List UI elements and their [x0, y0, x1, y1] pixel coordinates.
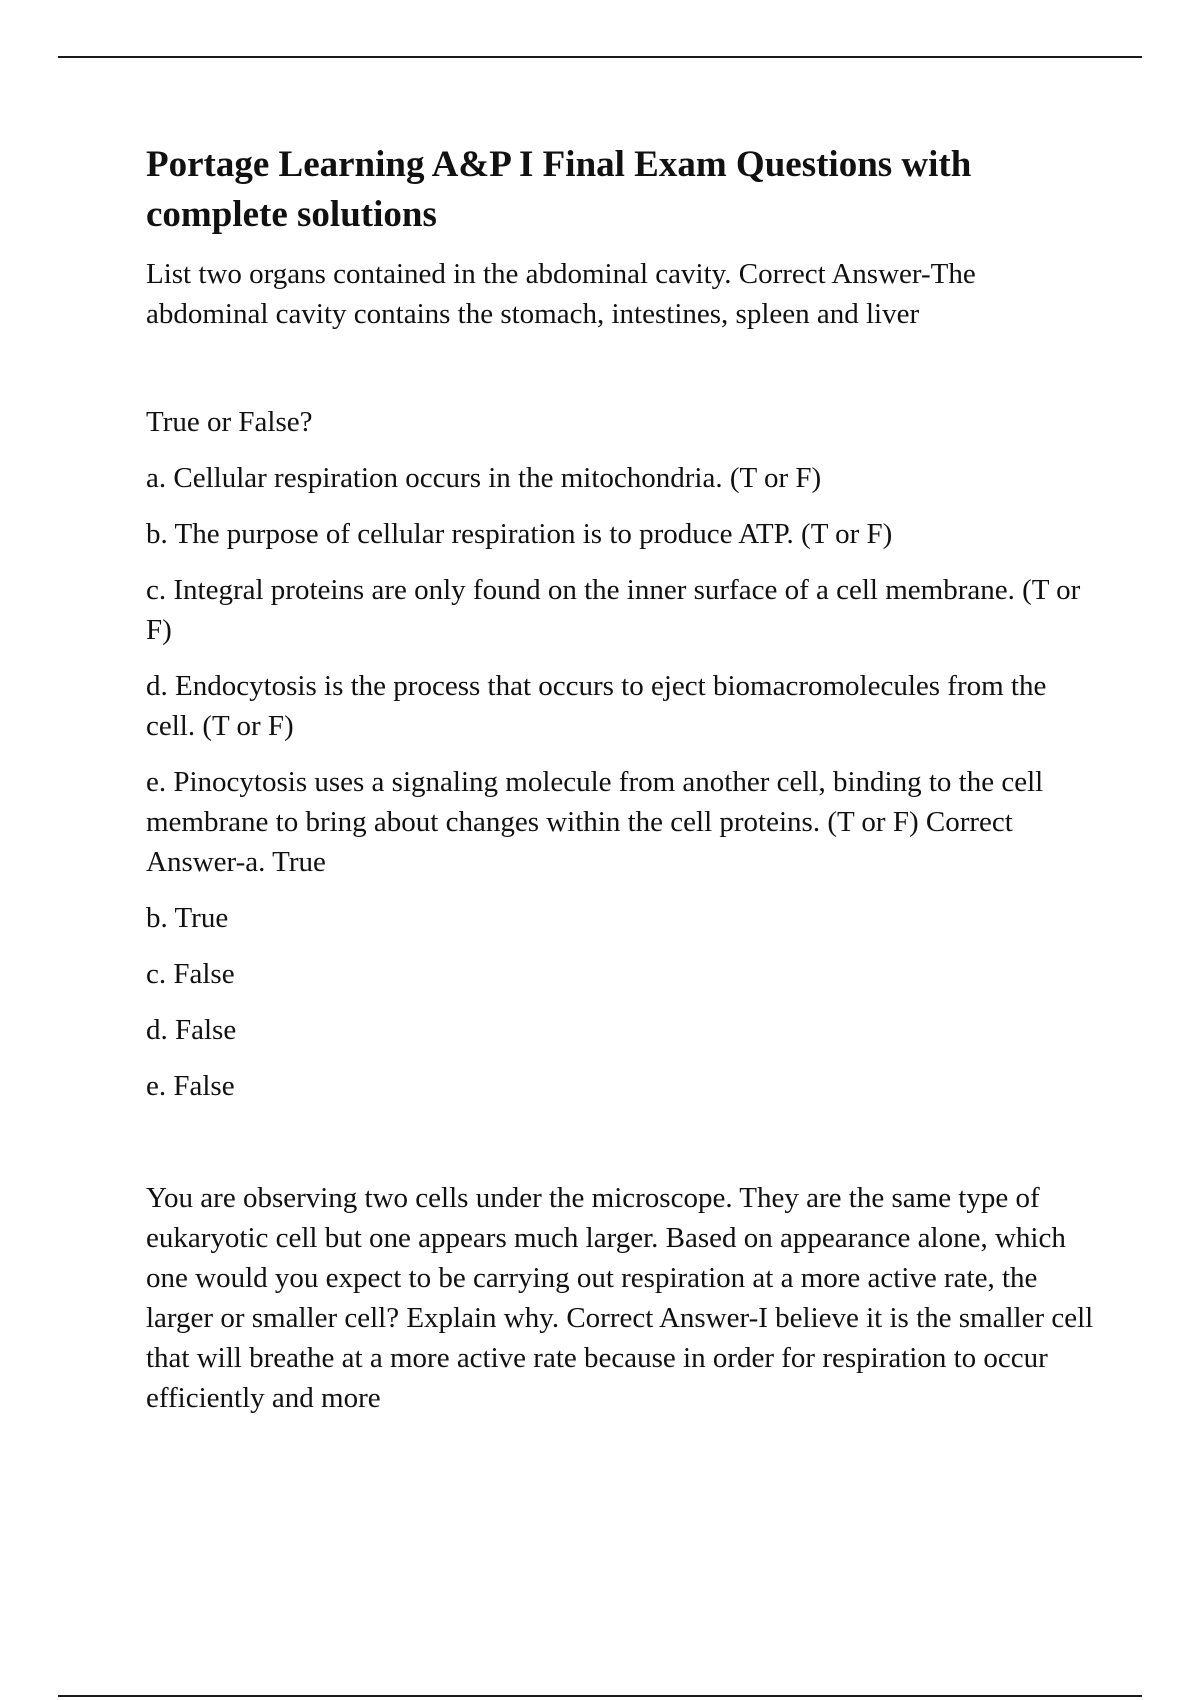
- answer-d: d. False: [146, 1014, 237, 1046]
- true-false-heading: True or False?: [146, 406, 313, 438]
- answer-e: e. False: [146, 1070, 235, 1102]
- statement-d: d. Endocytosis is the process that occurs to eject biomacromolecules from the cell. (T or F): [146, 670, 1047, 742]
- statement-b: b. The purpose of cellular respiration is to produce ATP. (T or F): [146, 518, 893, 550]
- question-cell-respiration: You are observing two cells under the microscope. They are the same type of eukaryotic cell but one appears much larger. Based on appearance alone, which one would you expect to be carrying out respiration at a more active rate, the larger or smaller cell? Explain why. Correct Answer-I believe it is the smaller cell that will breathe at a more active rate because in order for respiration to occur efficiently and more: [146, 1182, 1094, 1414]
- footer-rule: [58, 1695, 1142, 1697]
- answer-b: b. True: [146, 902, 229, 934]
- question-abdominal-cavity: List two organs contained in the abdominal cavity. Correct Answer-The abdominal cavity contains the stomach, intestines, spleen and liver: [146, 258, 976, 330]
- statement-e: e. Pinocytosis uses a signaling molecule from another cell, binding to the cell membrane to bring about changes within the cell proteins. (T or F) Correct Answer-a. True: [146, 766, 1044, 878]
- header-rule: [58, 56, 1142, 58]
- document-body: [146, 140, 1096, 1418]
- statement-a: a. Cellular respiration occurs in the mitochondria. (T or F): [146, 462, 822, 494]
- statement-c: c. Integral proteins are only found on the inner surface of a cell membrane. (T or F): [146, 574, 1081, 646]
- answer-c: c. False: [146, 958, 235, 990]
- document-title: Portage Learning A&P I Final Exam Questions with complete solutions: [146, 144, 972, 235]
